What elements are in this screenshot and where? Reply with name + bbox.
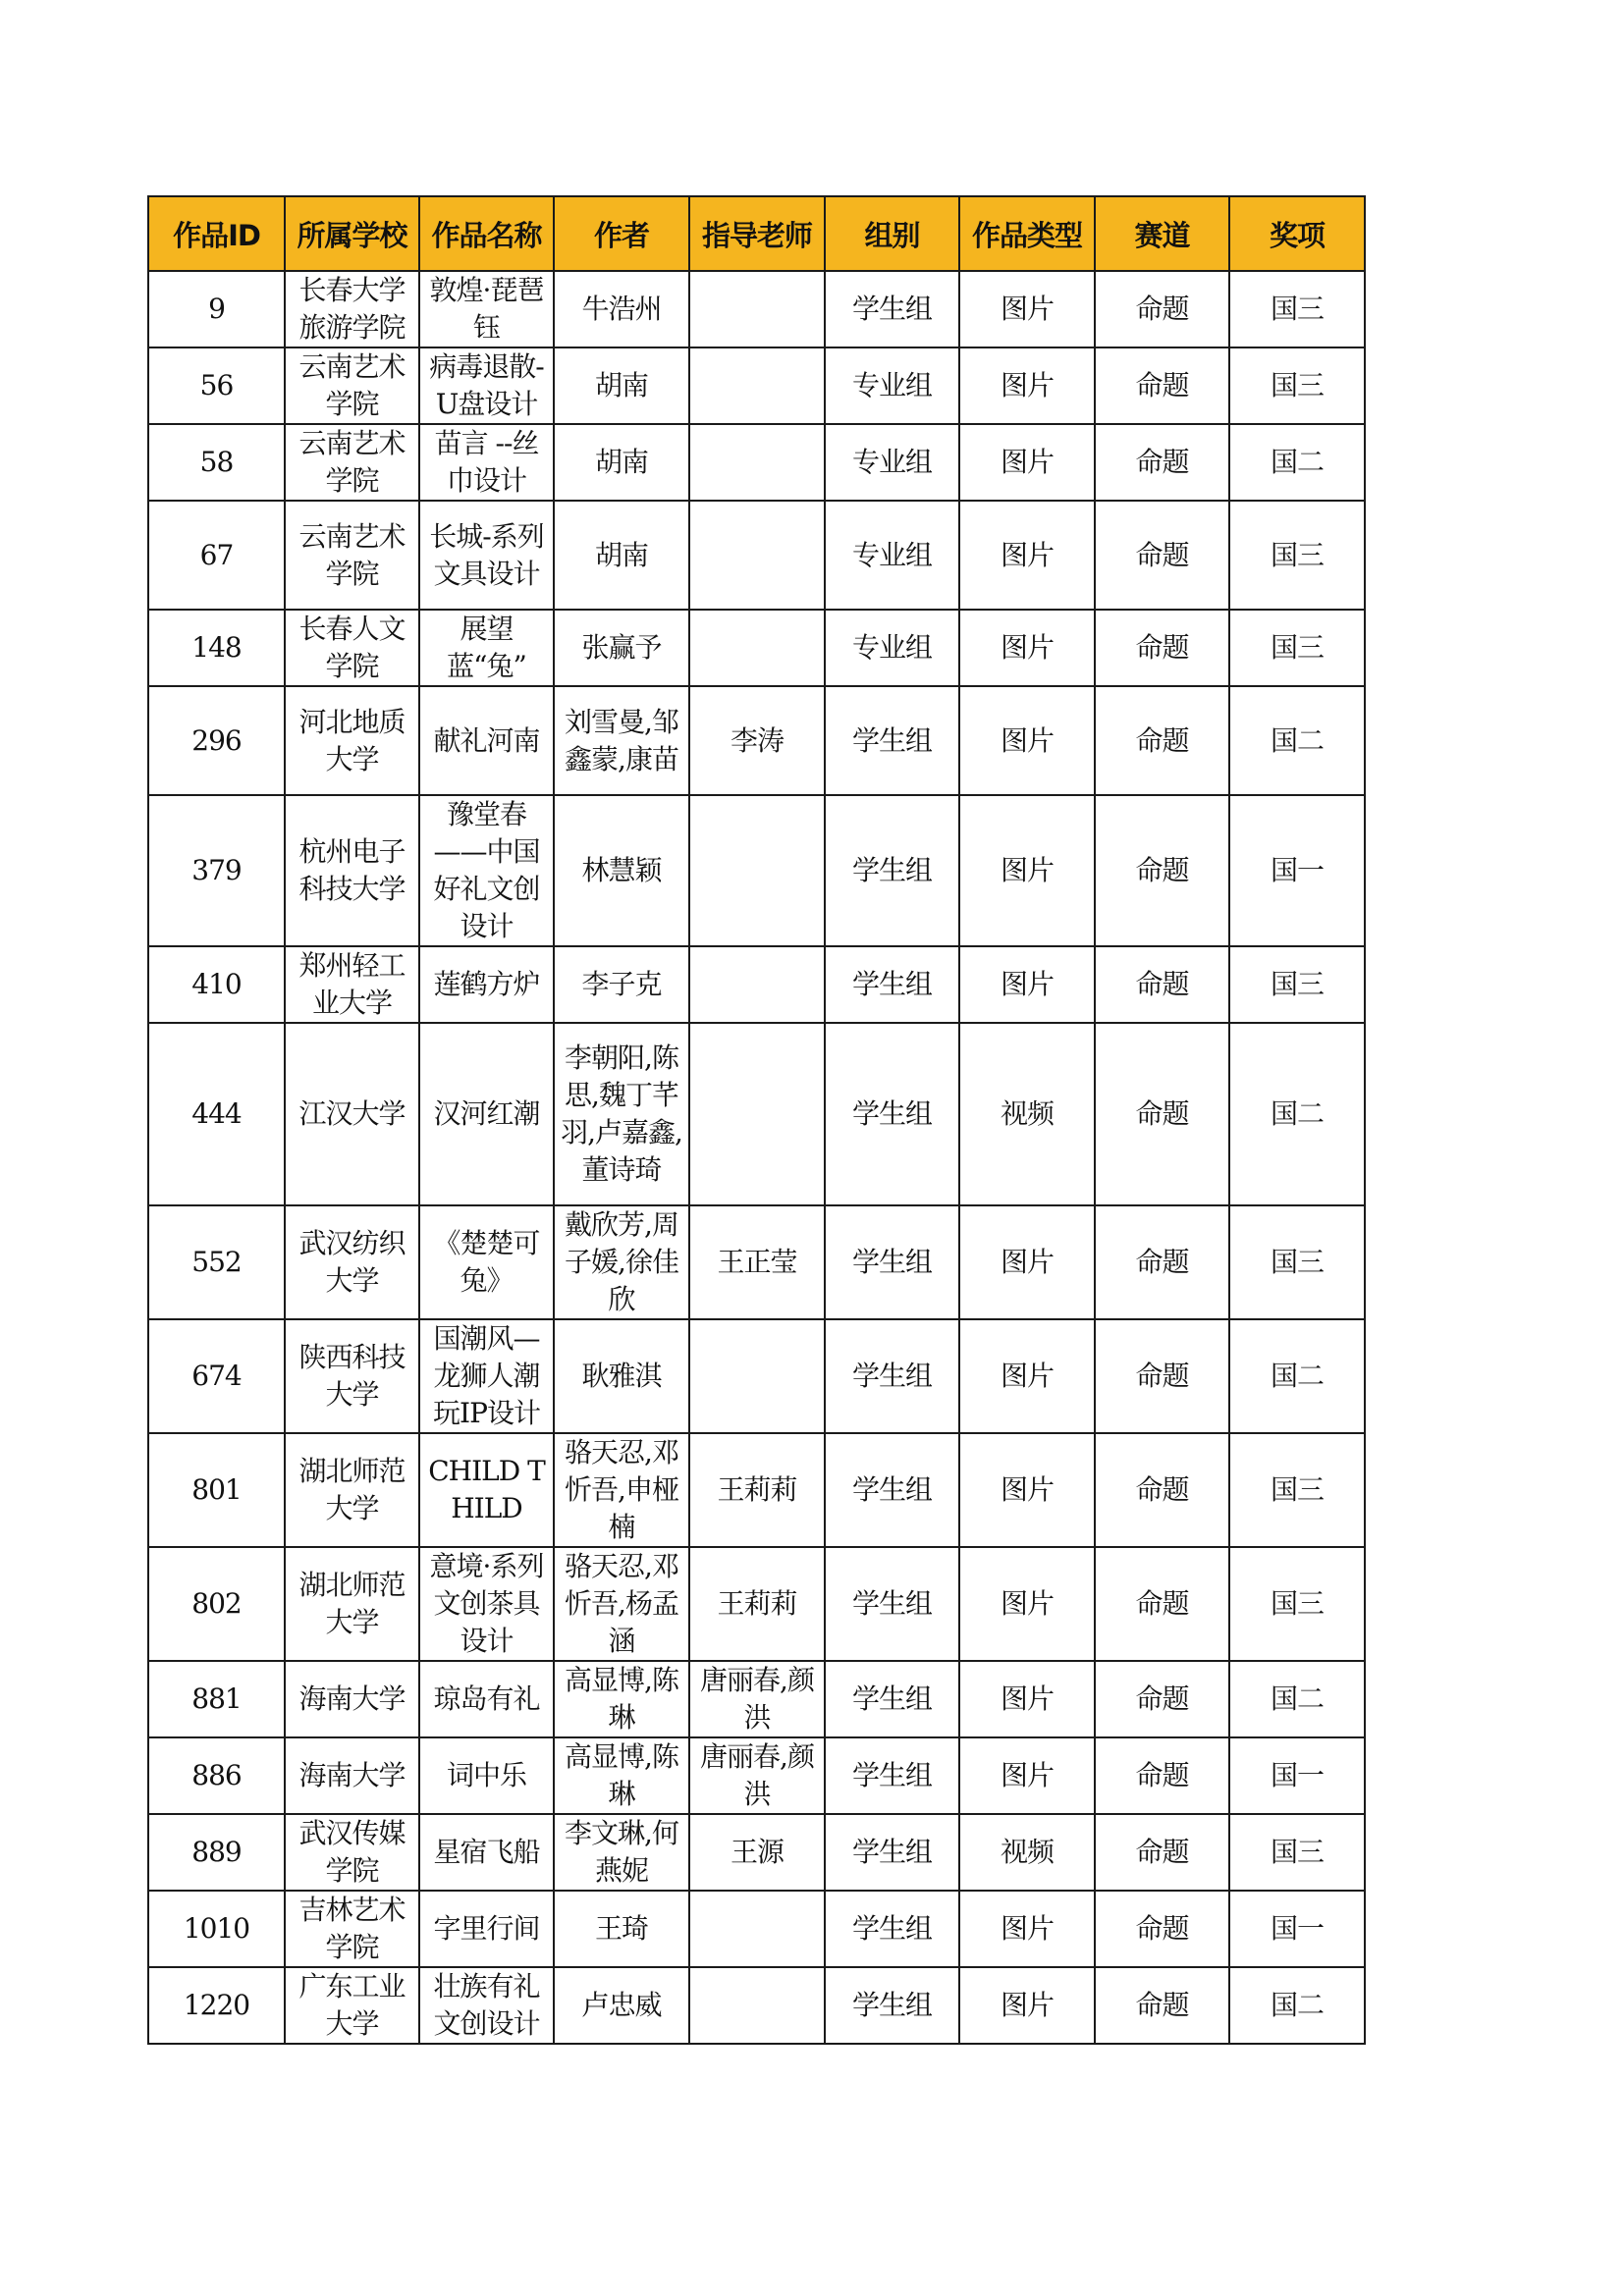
cell-id: 296 (148, 686, 285, 795)
cell-track: 命题 (1095, 271, 1229, 347)
cell-school: 武汉传媒学院 (285, 1814, 419, 1891)
cell-group: 专业组 (825, 424, 959, 501)
cell-school: 海南大学 (285, 1661, 419, 1737)
cell-work-type: 视频 (959, 1023, 1095, 1205)
cell-track: 命题 (1095, 1737, 1229, 1814)
cell-work-name: 敦煌·琵琶钰 (419, 271, 554, 347)
cell-id: 802 (148, 1547, 285, 1661)
cell-track: 命题 (1095, 946, 1229, 1023)
header-award: 奖项 (1229, 196, 1365, 271)
cell-award: 国三 (1229, 610, 1365, 686)
cell-work-type: 图片 (959, 1737, 1095, 1814)
cell-id: 881 (148, 1661, 285, 1737)
cell-id: 674 (148, 1319, 285, 1433)
cell-work-name: 长城-系列文具设计 (419, 501, 554, 610)
cell-author: 胡南 (554, 501, 689, 610)
table-row (148, 1661, 1365, 1737)
cell-advisor: 唐丽春,颜洪 (689, 1737, 825, 1814)
table-row (148, 501, 1365, 610)
cell-work-type: 视频 (959, 1814, 1095, 1891)
cell-school: 武汉纺织大学 (285, 1205, 419, 1319)
header-work-name: 作品名称 (419, 196, 554, 271)
cell-school: 河北地质大学 (285, 686, 419, 795)
cell-award: 国一 (1229, 795, 1365, 946)
cell-advisor (689, 946, 825, 1023)
header-row (148, 196, 1365, 271)
cell-author: 牛浩州 (554, 271, 689, 347)
cell-group: 学生组 (825, 1814, 959, 1891)
cell-award: 国三 (1229, 1547, 1365, 1661)
award-table (147, 195, 1366, 2045)
cell-work-name: 莲鹤方炉 (419, 946, 554, 1023)
cell-group: 专业组 (825, 610, 959, 686)
cell-advisor (689, 424, 825, 501)
cell-award: 国三 (1229, 1814, 1365, 1891)
table-row (148, 1319, 1365, 1433)
cell-id: 889 (148, 1814, 285, 1891)
cell-group: 专业组 (825, 501, 959, 610)
cell-award: 国二 (1229, 1023, 1365, 1205)
cell-work-name: 献礼河南 (419, 686, 554, 795)
cell-advisor: 王源 (689, 1814, 825, 1891)
cell-work-name: 汉河红潮 (419, 1023, 554, 1205)
cell-group: 学生组 (825, 686, 959, 795)
cell-school: 杭州电子科技大学 (285, 795, 419, 946)
table-row (148, 795, 1365, 946)
cell-group: 学生组 (825, 1547, 959, 1661)
cell-id: 67 (148, 501, 285, 610)
cell-group: 学生组 (825, 271, 959, 347)
cell-group: 学生组 (825, 1319, 959, 1433)
cell-id: 9 (148, 271, 285, 347)
cell-work-name: 国潮风—龙狮人潮玩IP设计 (419, 1319, 554, 1433)
cell-track: 命题 (1095, 501, 1229, 610)
cell-track: 命题 (1095, 1967, 1229, 2044)
header-author: 作者 (554, 196, 689, 271)
cell-author: 李朝阳,陈思,魏丁芊羽,卢嘉鑫,董诗琦 (554, 1023, 689, 1205)
table-row (148, 1023, 1365, 1205)
table-row (148, 1737, 1365, 1814)
cell-group: 学生组 (825, 1661, 959, 1737)
cell-work-type: 图片 (959, 271, 1095, 347)
cell-work-type: 图片 (959, 1205, 1095, 1319)
cell-group: 学生组 (825, 1737, 959, 1814)
cell-work-type: 图片 (959, 1967, 1095, 2044)
cell-advisor (689, 1891, 825, 1967)
cell-track: 命题 (1095, 1319, 1229, 1433)
table-row (148, 1814, 1365, 1891)
cell-work-name: 病毒退散-U盘设计 (419, 347, 554, 424)
cell-work-name: 展望蓝“兔” (419, 610, 554, 686)
cell-author: 骆天忍,邓忻吾,申桠楠 (554, 1433, 689, 1547)
cell-id: 1220 (148, 1967, 285, 2044)
cell-track: 命题 (1095, 424, 1229, 501)
cell-work-name: 意境·系列文创茶具设计 (419, 1547, 554, 1661)
cell-school: 广东工业大学 (285, 1967, 419, 2044)
cell-work-name: 字里行间 (419, 1891, 554, 1967)
cell-author: 李文琳,何燕妮 (554, 1814, 689, 1891)
cell-author: 林慧颖 (554, 795, 689, 946)
table-row (148, 271, 1365, 347)
cell-school: 云南艺术学院 (285, 501, 419, 610)
cell-school: 云南艺术学院 (285, 424, 419, 501)
cell-track: 命题 (1095, 795, 1229, 946)
cell-work-name: 词中乐 (419, 1737, 554, 1814)
cell-advisor (689, 501, 825, 610)
cell-award: 国一 (1229, 1737, 1365, 1814)
cell-group: 学生组 (825, 946, 959, 1023)
cell-advisor (689, 1319, 825, 1433)
cell-track: 命题 (1095, 1205, 1229, 1319)
table-row (148, 347, 1365, 424)
cell-advisor (689, 610, 825, 686)
cell-id: 379 (148, 795, 285, 946)
cell-award: 国三 (1229, 1433, 1365, 1547)
cell-author: 高显博,陈琳 (554, 1737, 689, 1814)
table-row (148, 1891, 1365, 1967)
cell-work-type: 图片 (959, 1891, 1095, 1967)
header-track: 赛道 (1095, 196, 1229, 271)
cell-school: 陕西科技大学 (285, 1319, 419, 1433)
cell-advisor: 王正莹 (689, 1205, 825, 1319)
cell-work-name: 苗言 --丝巾设计 (419, 424, 554, 501)
cell-author: 卢忠威 (554, 1967, 689, 2044)
cell-author: 胡南 (554, 424, 689, 501)
cell-id: 1010 (148, 1891, 285, 1967)
cell-school: 长春人文学院 (285, 610, 419, 686)
cell-author: 戴欣芳,周子媛,徐佳欣 (554, 1205, 689, 1319)
cell-id: 886 (148, 1737, 285, 1814)
table-row (148, 1547, 1365, 1661)
cell-work-type: 图片 (959, 424, 1095, 501)
cell-work-type: 图片 (959, 1319, 1095, 1433)
cell-school: 长春大学旅游学院 (285, 271, 419, 347)
cell-track: 命题 (1095, 1433, 1229, 1547)
cell-work-type: 图片 (959, 946, 1095, 1023)
cell-work-name: 《楚楚可兔》 (419, 1205, 554, 1319)
cell-school: 海南大学 (285, 1737, 419, 1814)
cell-track: 命题 (1095, 1547, 1229, 1661)
cell-work-type: 图片 (959, 610, 1095, 686)
cell-group: 学生组 (825, 1023, 959, 1205)
cell-id: 801 (148, 1433, 285, 1547)
cell-school: 郑州轻工业大学 (285, 946, 419, 1023)
cell-track: 命题 (1095, 1023, 1229, 1205)
cell-author: 胡南 (554, 347, 689, 424)
cell-advisor: 李涛 (689, 686, 825, 795)
cell-award: 国二 (1229, 1319, 1365, 1433)
cell-award: 国一 (1229, 1891, 1365, 1967)
cell-id: 410 (148, 946, 285, 1023)
cell-id: 444 (148, 1023, 285, 1205)
cell-id: 148 (148, 610, 285, 686)
cell-award: 国二 (1229, 1967, 1365, 2044)
table-row (148, 1967, 1365, 2044)
cell-school: 湖北师范大学 (285, 1547, 419, 1661)
cell-work-type: 图片 (959, 501, 1095, 610)
cell-work-type: 图片 (959, 1547, 1095, 1661)
cell-advisor (689, 347, 825, 424)
cell-award: 国二 (1229, 686, 1365, 795)
cell-award: 国三 (1229, 946, 1365, 1023)
header-id: 作品ID (148, 196, 285, 271)
header-school: 所属学校 (285, 196, 419, 271)
cell-school: 云南艺术学院 (285, 347, 419, 424)
cell-track: 命题 (1095, 686, 1229, 795)
cell-work-type: 图片 (959, 1661, 1095, 1737)
table-row (148, 1433, 1365, 1547)
cell-author: 刘雪曼,邹鑫蒙,康苗 (554, 686, 689, 795)
cell-advisor (689, 795, 825, 946)
cell-author: 张赢予 (554, 610, 689, 686)
table-row (148, 1205, 1365, 1319)
cell-school: 吉林艺术学院 (285, 1891, 419, 1967)
cell-track: 命题 (1095, 610, 1229, 686)
cell-award: 国二 (1229, 424, 1365, 501)
header-work-type: 作品类型 (959, 196, 1095, 271)
cell-award: 国三 (1229, 347, 1365, 424)
cell-group: 学生组 (825, 795, 959, 946)
cell-author: 高显博,陈琳 (554, 1661, 689, 1737)
table-row (148, 424, 1365, 501)
cell-group: 学生组 (825, 1433, 959, 1547)
cell-work-name: 壮族有礼文创设计 (419, 1967, 554, 2044)
cell-work-name: 豫堂春——中国好礼文创设计 (419, 795, 554, 946)
cell-group: 学生组 (825, 1967, 959, 2044)
cell-author: 李子克 (554, 946, 689, 1023)
cell-author: 骆天忍,邓忻吾,杨孟涵 (554, 1547, 689, 1661)
cell-id: 58 (148, 424, 285, 501)
cell-track: 命题 (1095, 1814, 1229, 1891)
cell-id: 552 (148, 1205, 285, 1319)
cell-author: 耿雅淇 (554, 1319, 689, 1433)
table-row (148, 610, 1365, 686)
cell-work-type: 图片 (959, 686, 1095, 795)
cell-id: 56 (148, 347, 285, 424)
cell-work-name: 琼岛有礼 (419, 1661, 554, 1737)
cell-advisor (689, 1967, 825, 2044)
cell-school: 江汉大学 (285, 1023, 419, 1205)
cell-track: 命题 (1095, 1661, 1229, 1737)
cell-award: 国二 (1229, 1661, 1365, 1737)
cell-award: 国三 (1229, 271, 1365, 347)
header-group: 组别 (825, 196, 959, 271)
cell-school: 湖北师范大学 (285, 1433, 419, 1547)
cell-work-type: 图片 (959, 795, 1095, 946)
table-row (148, 686, 1365, 795)
cell-advisor: 王莉莉 (689, 1433, 825, 1547)
cell-group: 学生组 (825, 1891, 959, 1967)
cell-work-type: 图片 (959, 1433, 1095, 1547)
cell-work-type: 图片 (959, 347, 1095, 424)
cell-advisor (689, 271, 825, 347)
header-advisor: 指导老师 (689, 196, 825, 271)
cell-advisor: 唐丽春,颜洪 (689, 1661, 825, 1737)
cell-group: 专业组 (825, 347, 959, 424)
cell-advisor (689, 1023, 825, 1205)
cell-work-name: CHILD THILD (419, 1433, 554, 1547)
cell-award: 国三 (1229, 1205, 1365, 1319)
cell-author: 王琦 (554, 1891, 689, 1967)
cell-track: 命题 (1095, 347, 1229, 424)
table-row (148, 946, 1365, 1023)
cell-award: 国三 (1229, 501, 1365, 610)
cell-group: 学生组 (825, 1205, 959, 1319)
cell-work-name: 星宿飞船 (419, 1814, 554, 1891)
cell-advisor: 王莉莉 (689, 1547, 825, 1661)
cell-track: 命题 (1095, 1891, 1229, 1967)
